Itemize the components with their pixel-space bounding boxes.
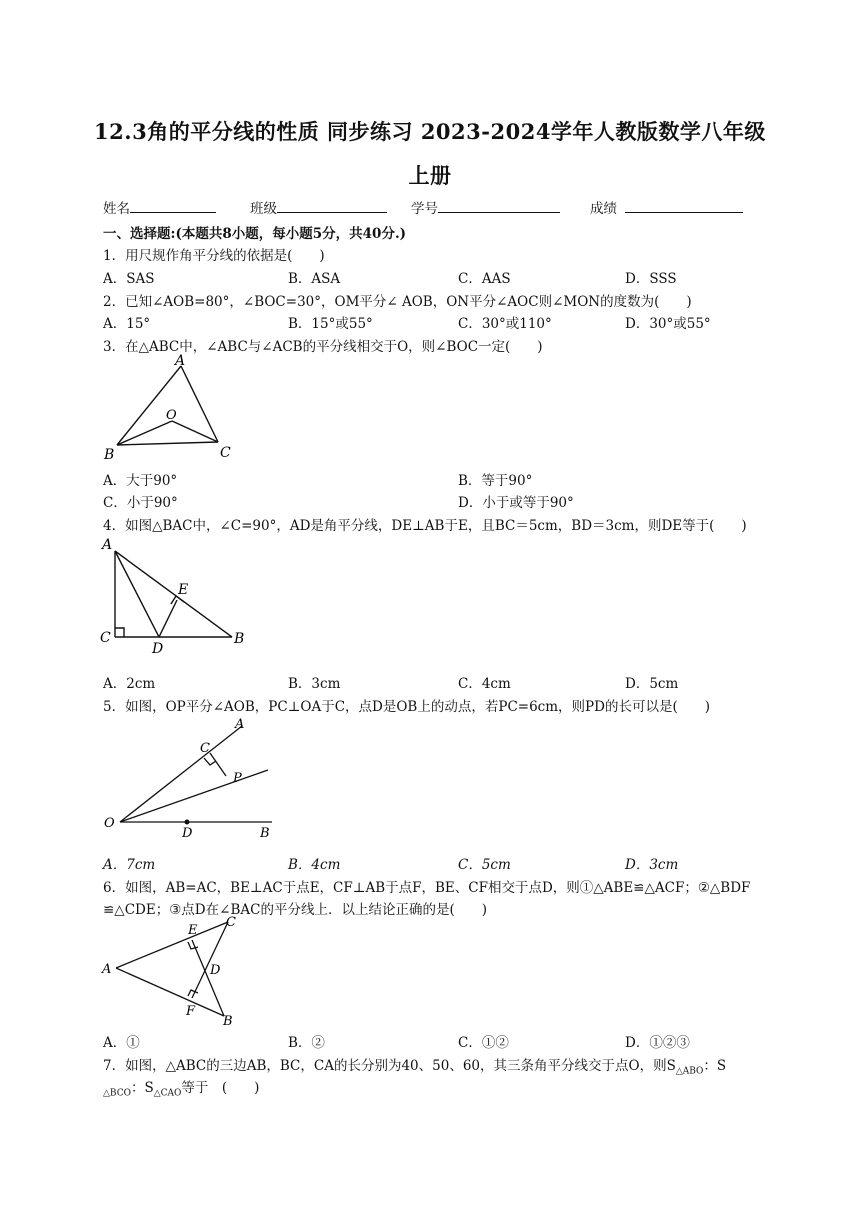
q5-label-a: A (235, 718, 245, 732)
q7-sep1: ：S (703, 1058, 727, 1074)
q6-label-d: D (210, 963, 221, 978)
q4-figure (98, 533, 258, 657)
q4-option-a[interactable]: A．2cm (103, 676, 156, 692)
q6-option-a[interactable]: A．① (103, 1035, 140, 1051)
q4-stem: 4．如图△BAC中，∠C=90°，AD是角平分线，DE⊥AB于E，且BC＝5cm，BD＝3cm，则DE等于( ) (103, 518, 747, 534)
q3-label-o: O (166, 408, 177, 423)
class-field (250, 197, 387, 217)
q4-label-b: B (234, 631, 245, 647)
q6-label-e: E (188, 923, 198, 938)
class-blank[interactable] (277, 197, 387, 213)
q2-option-c[interactable]: C．30°或110° (458, 316, 552, 332)
q4-label-d: D (152, 641, 164, 657)
q3-label-c: C (220, 445, 231, 461)
q6-option-d[interactable]: D．①②③ (625, 1035, 690, 1051)
section-header: 一、选择题:(本题共8小题，每小题5分，共40分.) (103, 226, 407, 242)
q6-option-b[interactable]: B．② (288, 1035, 325, 1051)
q4-option-b[interactable]: B．3cm (288, 676, 341, 692)
q2-option-b[interactable]: B．15°或55° (288, 316, 373, 332)
q7-tail: 等于 ( ) (181, 1080, 260, 1096)
q4-label-e: E (178, 582, 189, 598)
q3-option-c[interactable]: C．小于90° (103, 495, 178, 511)
q6-label-c: C (226, 915, 236, 930)
q5-option-d[interactable]: D．3cm (625, 857, 679, 873)
q5-stem: 5．如图，OP平分∠AOB，PC⊥OA于C，点D是OB上的动点，若PC=6cm，则PD的长可以是( ) (103, 699, 710, 715)
q4-option-d[interactable]: D．5cm (625, 676, 679, 692)
q1-option-b[interactable]: B．ASA (288, 271, 341, 287)
q7-sep2: ：S (130, 1080, 154, 1096)
name-blank[interactable] (130, 197, 216, 213)
q5-option-a[interactable]: A．7cm (103, 857, 156, 873)
q6-option-c[interactable]: C．①② (458, 1035, 509, 1051)
q5-label-c: C (200, 741, 210, 756)
q3-label-b: B (104, 447, 115, 463)
id-blank[interactable] (438, 197, 560, 213)
q7-sub-bco: △BCO (103, 1088, 131, 1099)
page-title-line2: 上册 (408, 163, 452, 188)
q1-stem: 1．用尺规作角平分线的依据是( ) (103, 248, 325, 264)
score-blank[interactable] (625, 197, 743, 213)
class-label: 班级 (250, 201, 277, 217)
q6-label-f: F (186, 1004, 196, 1019)
q7-stem-line1 (103, 1054, 726, 1077)
q5-figure (100, 718, 280, 842)
q6-label-b: B (223, 1014, 233, 1029)
q6-stem-line2: ≌△CDE；③点D在∠BAC的平分线上．以上结论正确的是( ) (103, 902, 487, 918)
id-field (411, 197, 560, 217)
q7-stem-line2 (103, 1076, 259, 1099)
q5-label-b: B (260, 826, 270, 841)
q1-option-a[interactable]: A．SAS (103, 271, 155, 287)
q7-stem-text: 7．如图，△ABC的三边AB，BC，CA的长分别为40、50、60，其三条角平分线交于点O，则S (103, 1058, 676, 1074)
score-label: 成绩 (590, 201, 617, 217)
q1-option-d[interactable]: D．SSS (625, 271, 677, 287)
q3-figure (100, 352, 240, 464)
q3-option-a[interactable]: A．大于90° (103, 473, 178, 489)
q2-stem: 2．已知∠AOB=80°，∠BOC=30°，OM平分∠ AOB，ON平分∠AOC则∠MON的度数为( ) (103, 294, 692, 310)
q6-figure (100, 912, 250, 1030)
q3-stem: 3．在△ABC中，∠ABC与∠ACB的平分线相交于O，则∠BOC一定( ) (103, 339, 543, 355)
q5-option-c[interactable]: C．5cm (458, 857, 511, 873)
q3-label-a: A (175, 353, 186, 369)
score-field (590, 197, 743, 217)
name-label: 姓名 (103, 201, 130, 217)
q7-sub-cao: △CAO (153, 1088, 182, 1099)
page-title: 12.3角的平分线的性质 同步练习 2023-2024学年人教版数学八年级 (94, 119, 766, 144)
name-field (103, 197, 216, 217)
q3-option-b[interactable]: B．等于90° (458, 473, 533, 489)
q5-label-d: D (182, 826, 193, 841)
q5-point-d (185, 820, 190, 825)
q7-sub-abo: △ABO (675, 1066, 704, 1077)
q6-stem-line1: 6．如图，AB=AC，BE⊥AC于点E，CF⊥AB于点F，BE、CF相交于点D，则①△ABE≌△ACF；②△BDF (103, 880, 751, 896)
q2-option-a[interactable]: A．15° (103, 316, 151, 332)
q6-label-a: A (102, 962, 112, 977)
q5-label-o: O (104, 816, 115, 831)
q4-label-a: A (102, 537, 113, 553)
id-label: 学号 (411, 201, 438, 217)
q2-option-d[interactable]: D．30°或55° (625, 316, 711, 332)
q1-option-c[interactable]: C．AAS (458, 271, 511, 287)
q3-option-d[interactable]: D．小于或等于90° (458, 495, 574, 511)
q4-label-c: C (100, 630, 111, 646)
q4-option-c[interactable]: C．4cm (458, 676, 511, 692)
q5-label-p: P (233, 771, 242, 786)
q5-option-b[interactable]: B．4cm (288, 857, 341, 873)
